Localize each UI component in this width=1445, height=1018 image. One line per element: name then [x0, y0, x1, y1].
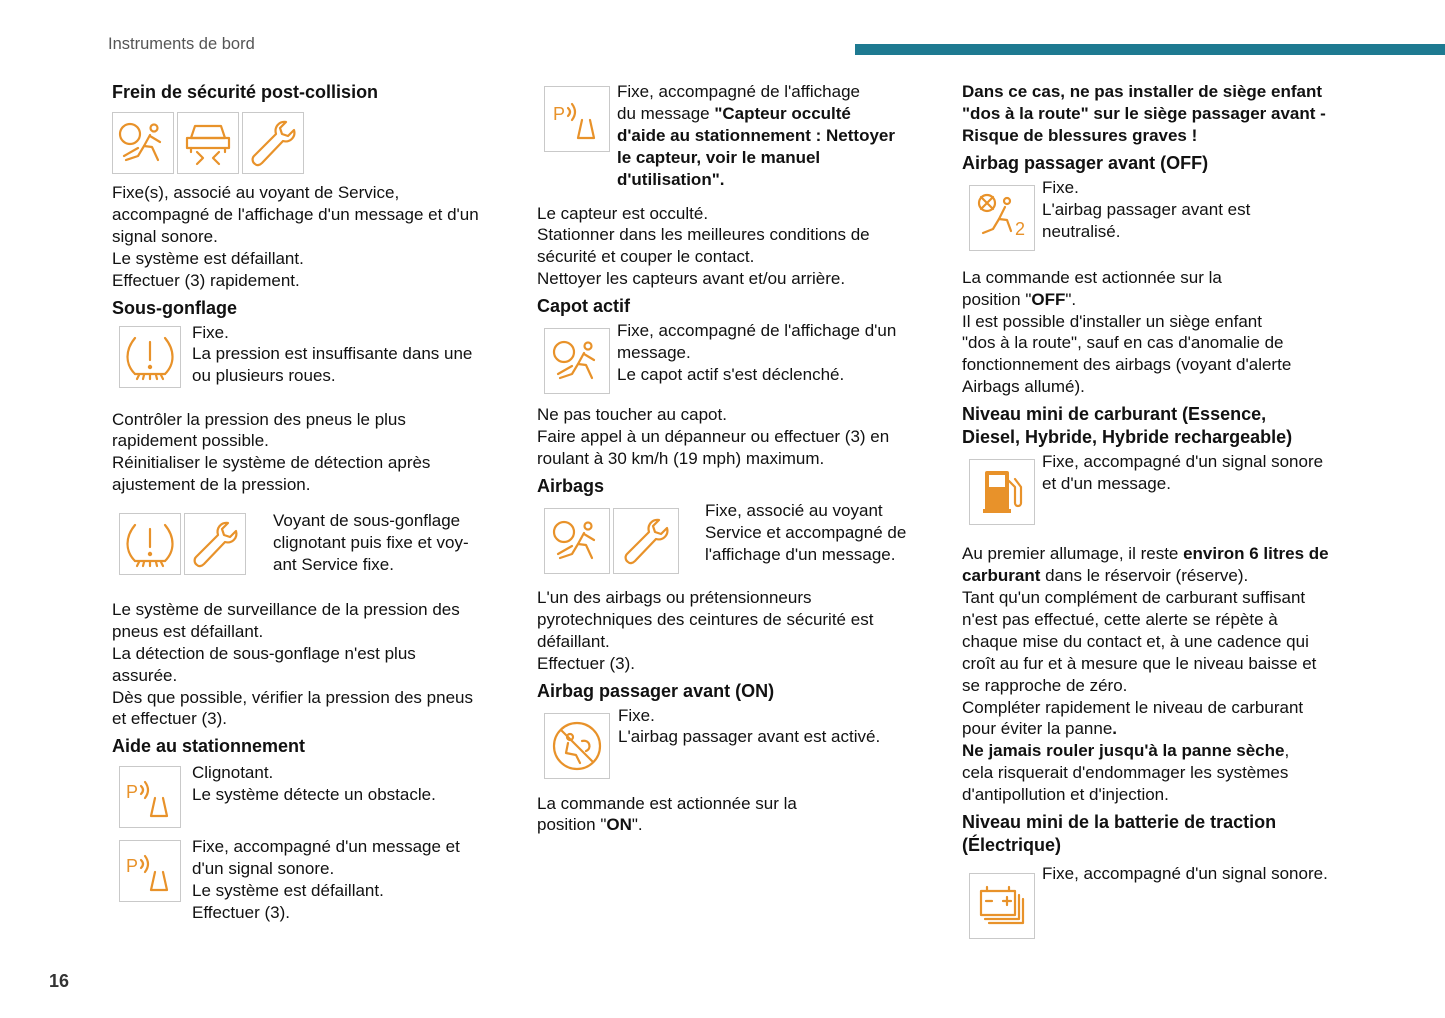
bold-text: le capteur, voir le manuel: [617, 147, 821, 167]
row-carburant: [962, 452, 1372, 525]
text-batterie: [1035, 863, 1328, 885]
row-sous-gonflage: [112, 322, 517, 388]
text-line: défaillant.: [537, 631, 610, 651]
paragraph-airbag-on: [537, 793, 932, 837]
text-line: croît au fur et à mesure que le niveau baisse et: [962, 653, 1317, 673]
text-line: [962, 565, 1372, 587]
text-line: Fixe(s), associé au voyant de Service,: [112, 183, 400, 202]
text-line: Airbags allumé).: [962, 377, 1085, 397]
text-line: La pression est insuffisante dans une: [192, 344, 473, 364]
text-line: Fixe, accompagné de l'affichage d'un: [617, 321, 897, 341]
text-span: Au premier allumage, il reste: [962, 544, 1184, 564]
text-line: L'airbag passager avant est activé.: [618, 727, 881, 747]
text-line: [962, 81, 1372, 103]
text-line: [962, 103, 1372, 125]
text-line: Fixe, accompagné de l'affichage: [617, 82, 860, 101]
paragraph-airbag-off: [962, 267, 1372, 398]
airbag-person-icon: [544, 508, 610, 574]
text-line: [962, 543, 1372, 565]
airbag-person-icon: [112, 112, 174, 174]
section-title: Instruments de bord: [108, 35, 255, 53]
heading-line: Niveau mini de la batterie de traction: [962, 812, 1277, 833]
text-carburant: [1035, 451, 1323, 495]
bold-text: OFF: [1031, 289, 1066, 309]
heading-airbag-off: Airbag passager avant (OFF): [962, 152, 1209, 173]
text-line: Faire appel à un dépanneur ou effectuer (3) en: [537, 427, 890, 447]
text-line: rapidement possible.: [112, 431, 269, 451]
bold-text: "dos à la route" sur le siège passager avant -: [962, 103, 1326, 123]
bold-text: d'utilisation".: [617, 169, 725, 189]
text-aide-1: [181, 762, 436, 806]
heading-airbags: Airbags: [537, 475, 605, 496]
text-line: Fixe.: [192, 322, 229, 342]
text-line: Effectuer (3) rapidement.: [112, 270, 300, 290]
text-line: Fixe, accompagné d'un signal sonore.: [1042, 864, 1328, 884]
text-line: [617, 103, 895, 125]
row-sous-gonflage-2: [112, 513, 517, 576]
text-line: [962, 740, 1372, 762]
text-line: assurée.: [112, 665, 178, 685]
text-line: [962, 125, 1372, 147]
icon-group-battery: [969, 873, 1035, 939]
paragraph-sous: [112, 409, 517, 497]
bold-text: "Capteur occulté: [714, 103, 851, 123]
parking-sensor-icon: [544, 86, 610, 152]
text-line: cela risquerait d'endommager les systèmes: [962, 763, 1289, 783]
icon-group-aide-1: [119, 766, 181, 828]
text-line: pyrotechniques des ceintures de sécurité est: [537, 609, 874, 629]
text-line: Tant qu'un complément de carburant suffisant: [962, 587, 1306, 607]
text-line: clignotant puis fixe et voy-: [273, 533, 469, 553]
text-line: ant Service fixe.: [273, 554, 394, 574]
row-aide-2: [112, 837, 517, 924]
airbag-off-icon: [969, 185, 1035, 251]
paragraph-capteur: [537, 203, 932, 291]
text-line: Fixe, associé au voyant: [705, 500, 883, 520]
text-line: roulant à 30 km/h (19 mph) maximum.: [537, 448, 825, 468]
wrench-icon: [613, 508, 679, 574]
text-line: Le capteur est occulté.: [537, 203, 709, 223]
bold-text: carburant: [962, 566, 1041, 586]
text-line: et d'un message.: [1042, 474, 1171, 494]
icon-group-on: [544, 713, 610, 779]
icon-group-aide-2: [119, 840, 181, 902]
column-1: [112, 81, 517, 924]
text-sous-icon-2: [246, 510, 469, 576]
heading-batterie: [962, 811, 1372, 857]
heading-sous-gonflage: Sous-gonflage: [112, 297, 237, 318]
fuel-pump-icon: [969, 459, 1035, 525]
text-line: Clignotant.: [192, 763, 274, 783]
bold-text: .: [1112, 719, 1118, 739]
text-line: ou plusieurs roues.: [192, 366, 336, 386]
text-airbags: [679, 500, 906, 566]
text-line: [537, 814, 932, 836]
icon-group-off: [969, 185, 1035, 251]
text-line: La commande est actionnée sur la: [962, 267, 1222, 287]
wrench-icon: [184, 513, 246, 575]
text-span: du message: [617, 103, 715, 123]
text-span: position ": [962, 289, 1032, 309]
icon-group-capot: [544, 328, 610, 394]
paragraph-capot: [537, 404, 932, 470]
icon-group-frein: [112, 112, 517, 174]
text-line: et effectuer (3).: [112, 709, 227, 729]
heading-airbag-on: Airbag passager avant (ON): [537, 680, 775, 701]
text-line: se rapproche de zéro.: [962, 675, 1128, 695]
text-line: Fixe.: [618, 705, 655, 725]
airbag-on-icon: [544, 713, 610, 779]
heading-line: Niveau mini de carburant (Essence,: [962, 404, 1267, 425]
heading-line: (Électrique): [962, 835, 1062, 856]
heading-carburant: [962, 403, 1372, 449]
text-line: chaque mise du contact et, à une cadence qui: [962, 631, 1309, 651]
row-capteur: [537, 81, 932, 191]
warning-child-seat: [962, 81, 1372, 147]
text-line: Voyant de sous-gonflage: [273, 511, 461, 531]
text-capteur: [610, 81, 895, 191]
text-line: Le système de surveillance de la pression des: [112, 599, 460, 619]
bold-text: d'aide au stationnement : Nettoyer: [617, 125, 895, 145]
icon-group-fuel: [969, 459, 1035, 525]
text-line: Fixe.: [1042, 177, 1079, 197]
bold-text: Risque de blessures graves !: [962, 125, 1198, 145]
tyre-pressure-icon: [119, 326, 181, 388]
paragraph-sous-2: [112, 599, 517, 730]
text-line: n'est pas effectué, cette alerte se répète à: [962, 609, 1278, 629]
text-line: Dès que possible, vérifier la pression des pneus: [112, 687, 473, 707]
bold-text: ON: [606, 815, 632, 835]
text-line: neutralisé.: [1042, 221, 1121, 241]
column-2: [537, 81, 932, 836]
row-batterie: [962, 864, 1372, 939]
text-line: d'antipollution et d'injection.: [962, 785, 1169, 805]
text-line: pneus est défaillant.: [112, 621, 264, 641]
text-line: Le système est défaillant.: [112, 248, 304, 268]
tyre-pressure-icon: [119, 513, 181, 575]
text-span: ".: [631, 815, 643, 835]
text-line: [617, 147, 895, 169]
text-line: Service et accompagné de: [705, 522, 907, 542]
text-line: Contrôler la pression des pneus le plus: [112, 409, 406, 429]
icon-group-airbags: [544, 508, 679, 574]
text-span: pour éviter la panne: [962, 719, 1113, 739]
text-span: ".: [1065, 289, 1077, 309]
parking-sensor-icon: [119, 766, 181, 828]
text-line: L'airbag passager avant est: [1042, 199, 1251, 219]
text-line: La détection de sous-gonflage n'est plus: [112, 643, 416, 663]
text-sous-icon: [181, 322, 472, 388]
icon-group-capteur: [544, 86, 610, 152]
text-line: Nettoyer les capteurs avant et/ou arrière.: [537, 269, 846, 289]
text-line: Le système est défaillant.: [192, 881, 384, 901]
text-line: La commande est actionnée sur la: [537, 793, 797, 813]
text-line: sécurité et couper le contact.: [537, 247, 755, 267]
text-aide-2: [181, 836, 460, 924]
text-line: Compléter rapidement le niveau de carburant: [962, 697, 1304, 717]
text-line: [617, 169, 895, 191]
parking-sensor-icon: [119, 840, 181, 902]
paragraph-carburant: [962, 543, 1372, 806]
heading-line: Diesel, Hybride, Hybride rechargeable): [962, 427, 1293, 448]
text-line: L'un des airbags ou prétensionneurs: [537, 587, 812, 607]
traction-battery-icon: [969, 873, 1035, 939]
car-skid-icon: [177, 112, 239, 174]
text-line: ajustement de la pression.: [112, 475, 311, 495]
wrench-icon: [242, 112, 304, 174]
text-line: accompagné de l'affichage d'un message et d'un: [112, 204, 479, 224]
text-line: Fixe, accompagné d'un signal sonore: [1042, 452, 1324, 472]
heading-aide-stationnement: Aide au stationnement: [112, 736, 306, 757]
text-line: Fixe, accompagné d'un message et: [192, 837, 460, 857]
text-line: Il est possible d'installer un siège enfant: [962, 311, 1262, 331]
text-airbag-on: [610, 705, 880, 749]
text-line: Effectuer (3).: [192, 903, 290, 923]
paragraph-frein: [112, 182, 517, 292]
text-span: position ": [537, 815, 607, 835]
text-line: [962, 289, 1372, 311]
text-line: Stationner dans les meilleures conditions de: [537, 225, 870, 245]
text-line: message.: [617, 343, 691, 363]
airbag-person-icon: [544, 328, 610, 394]
bold-text: environ 6 litres de: [1183, 544, 1329, 564]
bold-text: Dans ce cas, ne pas installer de siège enfant: [962, 82, 1322, 101]
row-capot: [537, 321, 932, 394]
text-line: signal sonore.: [112, 226, 218, 246]
text-line: fonctionnement des airbags (voyant d'alerte: [962, 355, 1292, 375]
bold-text: Ne jamais rouler jusqu'à la panne sèche: [962, 741, 1285, 761]
row-aide-1: [112, 763, 517, 828]
text-line: d'un signal sonore.: [192, 859, 335, 879]
heading-capot-actif: Capot actif: [537, 296, 631, 317]
icon-group-sous: [119, 326, 181, 388]
heading-frein-securite: Frein de sécurité post-collision: [112, 82, 379, 102]
text-line: [962, 718, 1372, 740]
text-line: [617, 125, 895, 147]
text-line: Le système détecte un obstacle.: [192, 785, 436, 805]
text-line: Réinitialiser le système de détection après: [112, 453, 431, 473]
text-line: "dos à la route", sauf en cas d'anomalie de: [962, 333, 1284, 353]
text-capot: [610, 320, 896, 386]
row-airbag-off: [962, 177, 1372, 251]
row-airbag-on: [537, 705, 932, 779]
text-span: dans le réservoir (réserve).: [1040, 566, 1249, 586]
icon-group-sous-2: [119, 513, 246, 575]
page-number: 16: [49, 971, 70, 991]
paragraph-airbags: [537, 587, 932, 675]
text-line: Le capot actif s'est déclenché.: [617, 364, 845, 384]
text-line: Effectuer (3).: [537, 653, 635, 673]
text-airbag-off: [1035, 177, 1250, 243]
row-airbags: [537, 500, 932, 574]
text-line: Ne pas toucher au capot.: [537, 405, 727, 425]
column-3: [962, 81, 1372, 939]
text-line: l'affichage d'un message.: [705, 544, 896, 564]
text-span: ,: [1284, 741, 1290, 761]
header-accent-bar: [855, 44, 1445, 55]
